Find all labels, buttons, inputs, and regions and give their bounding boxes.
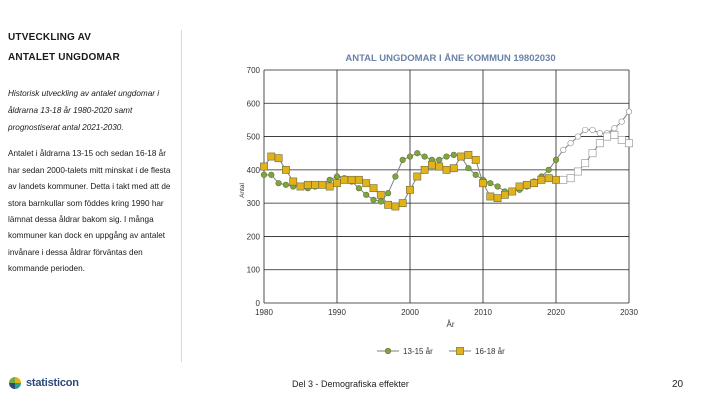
x-tick-label: 2030: [620, 308, 638, 317]
data-point-1: [488, 180, 494, 186]
legend-marker-2: [456, 347, 463, 354]
data-point-1: [371, 197, 377, 203]
y-tick-label: 0: [255, 299, 260, 308]
data-point-1: [495, 184, 501, 190]
legend-marker-1: [385, 348, 391, 354]
data-point-1: [407, 154, 413, 160]
data-point-2: [290, 178, 297, 185]
data-point-2: [509, 188, 516, 195]
youth-line-chart: [232, 44, 638, 364]
data-point-2: [458, 153, 465, 160]
data-point-1: [363, 192, 369, 198]
data-point-1: [356, 185, 362, 191]
data-point-2: [501, 191, 508, 198]
y-tick-label: 400: [246, 165, 260, 175]
data-point-2: [604, 133, 611, 140]
data-point-2: [363, 180, 370, 187]
x-tick-label: 2010: [474, 308, 492, 317]
data-point-2: [545, 175, 552, 182]
data-point-2: [399, 200, 406, 207]
data-point-2: [348, 176, 355, 183]
slide-heading: [8, 28, 176, 68]
data-point-2: [618, 136, 625, 143]
footer-section-label: Del 3 - Demografiska effekter: [292, 379, 409, 389]
data-point-1: [393, 174, 399, 180]
data-point-2: [282, 166, 289, 173]
data-point-2: [450, 165, 457, 172]
text-panel: [8, 28, 176, 278]
data-point-1: [436, 157, 442, 163]
data-point-2: [472, 156, 479, 163]
data-point-2: [370, 185, 377, 192]
chart-container: [232, 44, 638, 364]
y-axis-label: Antal: [239, 183, 246, 198]
data-point-2: [487, 193, 494, 200]
data-point-2: [625, 140, 632, 147]
heading-line-1: UTVECKLING AV: [8, 32, 92, 43]
intro-text: Historisk utveckling av antalet ungdomar i åldrarna 13-18 år 1980-2020 samt prognostiserat antal 2021-2030.: [8, 89, 160, 132]
data-point-2: [436, 163, 443, 170]
data-point-2: [297, 183, 304, 190]
data-point-1: [400, 157, 406, 163]
body-text: Antalet i åldrarna 13-15 och sedan 16-18 år har sedan 2000-talets mitt minskat i de flesta av landets kommuner. Detta i takt med att de stora barnkullar som föddes kring 1990 har lämnat dessa åldrar bakom sig. I många kommuner kan dock en uppgång av antalet invånare i dessa åldrar förväntas den kommande perioden.: [8, 149, 171, 274]
data-point-1: [597, 130, 603, 136]
data-point-1: [619, 119, 625, 125]
chart-title: ANTAL UNGDOMAR I ÅNE KOMMUN 19802030: [345, 53, 556, 64]
data-point-2: [275, 155, 282, 162]
logo-icon: [8, 376, 22, 390]
data-point-1: [546, 167, 552, 173]
data-point-2: [312, 181, 319, 188]
data-point-2: [341, 176, 348, 183]
legend-label-1: 13-15 år: [403, 347, 433, 356]
data-point-1: [334, 174, 340, 180]
x-axis-label: År: [446, 320, 455, 329]
legend-label-2: 16-18 år: [475, 347, 505, 356]
data-point-2: [428, 161, 435, 168]
y-tick-label: 200: [246, 232, 260, 242]
y-tick-label: 300: [246, 199, 260, 209]
x-tick-label: 2000: [401, 308, 419, 317]
data-point-1: [283, 182, 289, 188]
data-point-2: [560, 176, 567, 183]
logo-text: statisticon: [26, 377, 79, 389]
heading-line-2: ANTALET UNGDOMAR: [8, 52, 120, 63]
data-point-1: [444, 154, 450, 160]
company-logo: [8, 376, 79, 390]
data-point-2: [531, 180, 538, 187]
data-point-2: [523, 181, 530, 188]
data-point-2: [494, 195, 501, 202]
data-point-1: [422, 154, 428, 160]
data-point-2: [552, 176, 559, 183]
data-point-2: [304, 181, 311, 188]
data-point-1: [553, 157, 559, 163]
data-point-2: [443, 166, 450, 173]
data-point-1: [261, 172, 267, 178]
data-point-1: [561, 147, 567, 153]
y-tick-label: 100: [246, 265, 260, 275]
data-point-1: [327, 177, 333, 183]
y-tick-label: 600: [246, 99, 260, 109]
data-point-1: [612, 125, 618, 131]
data-point-2: [574, 168, 581, 175]
y-tick-label: 700: [246, 66, 260, 75]
data-point-1: [582, 127, 588, 133]
data-point-2: [355, 176, 362, 183]
data-point-2: [516, 183, 523, 190]
data-point-2: [567, 175, 574, 182]
y-tick-label: 500: [246, 132, 260, 142]
data-point-2: [582, 160, 589, 167]
data-point-1: [269, 172, 275, 178]
data-point-1: [590, 127, 596, 133]
data-point-1: [276, 180, 282, 186]
data-point-2: [538, 176, 545, 183]
data-point-2: [268, 153, 275, 160]
data-point-1: [473, 172, 479, 178]
data-point-2: [421, 166, 428, 173]
data-point-1: [466, 165, 472, 171]
data-point-1: [415, 150, 421, 156]
x-tick-label: 2020: [547, 308, 565, 317]
data-point-2: [414, 173, 421, 180]
data-point-2: [406, 186, 413, 193]
data-point-1: [378, 199, 384, 205]
data-point-2: [392, 203, 399, 210]
data-point-2: [479, 180, 486, 187]
x-tick-label: 1990: [328, 308, 346, 317]
data-point-2: [465, 151, 472, 158]
data-point-1: [568, 140, 574, 146]
data-point-2: [377, 191, 384, 198]
page-number: 20: [672, 379, 684, 390]
vertical-divider: [181, 30, 182, 362]
x-tick-label: 1980: [255, 308, 273, 317]
data-point-2: [589, 150, 596, 157]
data-point-2: [260, 163, 267, 170]
data-point-2: [326, 183, 333, 190]
data-point-2: [333, 180, 340, 187]
data-point-2: [319, 181, 326, 188]
data-point-1: [451, 152, 457, 158]
data-point-2: [385, 201, 392, 208]
data-point-1: [385, 190, 391, 196]
data-point-2: [596, 140, 603, 147]
data-point-1: [575, 134, 581, 140]
data-point-2: [611, 131, 618, 138]
data-point-1: [626, 109, 632, 115]
